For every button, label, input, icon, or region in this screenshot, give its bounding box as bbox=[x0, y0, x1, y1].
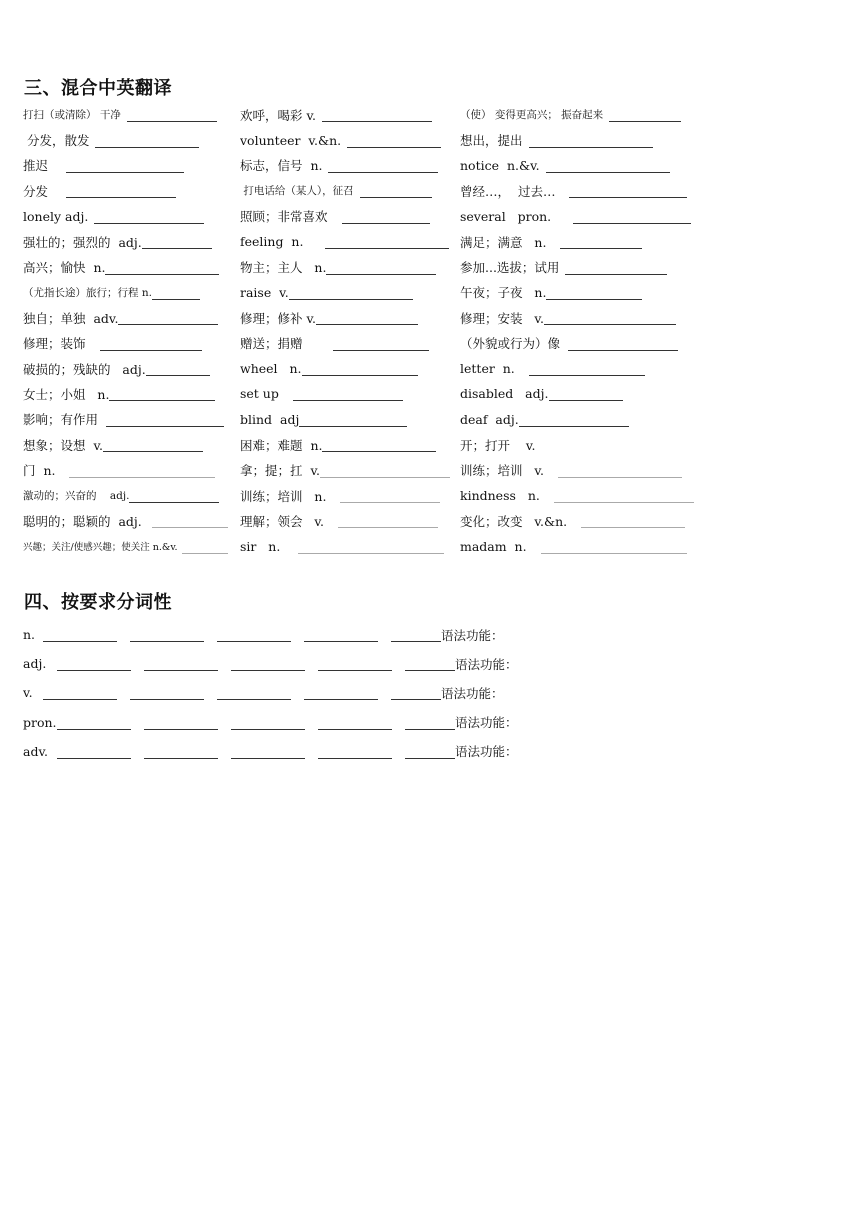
vocab-row bbox=[23, 280, 713, 305]
vocab-row bbox=[23, 483, 713, 508]
pos-row bbox=[23, 737, 543, 766]
vocab-row bbox=[23, 381, 713, 406]
vocab-prompt: feeling n. bbox=[240, 234, 304, 250]
vocab-prompt: set up bbox=[240, 386, 279, 402]
answer-blank[interactable] bbox=[546, 158, 670, 173]
vocab-item bbox=[240, 102, 460, 127]
vocab-prompt: 聪明的；聪颖的 adj. bbox=[23, 513, 142, 529]
vocab-prompt: volunteer v.&n. bbox=[240, 132, 342, 148]
word-blank[interactable] bbox=[57, 744, 131, 759]
pos-label: v. bbox=[23, 685, 33, 701]
vocab-item bbox=[23, 432, 240, 457]
pos-label: adj. bbox=[23, 656, 47, 672]
vocab-prompt: 照顾；非常喜欢 bbox=[240, 209, 328, 225]
part-of-speech-list bbox=[23, 620, 543, 766]
answer-blank[interactable] bbox=[325, 234, 449, 249]
vocab-item bbox=[460, 508, 710, 533]
answer-blank[interactable] bbox=[146, 361, 210, 376]
vocab-prompt: 训练；培训 v. bbox=[460, 463, 544, 479]
vocab-prompt: notice n.&v. bbox=[460, 157, 540, 173]
vocab-prompt: raise v. bbox=[240, 284, 289, 300]
vocab-item bbox=[23, 381, 240, 406]
vocab-row bbox=[23, 229, 713, 254]
vocab-row bbox=[23, 508, 713, 533]
vocab-prompt: blind adj bbox=[240, 411, 300, 427]
vocab-row bbox=[23, 407, 713, 432]
answer-blank[interactable] bbox=[182, 539, 228, 554]
answer-blank[interactable] bbox=[152, 513, 228, 528]
vocab-item bbox=[460, 305, 710, 330]
vocab-item bbox=[23, 508, 240, 533]
word-blank[interactable] bbox=[130, 685, 204, 700]
word-blank[interactable] bbox=[391, 627, 441, 642]
answer-blank[interactable] bbox=[152, 285, 200, 300]
answer-blank[interactable] bbox=[573, 209, 691, 224]
vocab-prompt: disabled adj. bbox=[460, 386, 549, 402]
vocab-row bbox=[23, 356, 713, 381]
vocab-item bbox=[460, 102, 710, 127]
answer-blank[interactable] bbox=[338, 513, 438, 528]
word-blank[interactable] bbox=[57, 656, 131, 671]
vocab-prompt: 分发 bbox=[23, 183, 49, 199]
vocab-item bbox=[240, 305, 460, 330]
vocab-item bbox=[23, 356, 240, 381]
answer-blank[interactable] bbox=[316, 310, 418, 325]
word-blank[interactable] bbox=[43, 627, 117, 642]
vocab-item bbox=[23, 305, 240, 330]
grammar-function-label: 语法功能： bbox=[455, 744, 518, 760]
vocab-prompt: 门 n. bbox=[23, 463, 56, 479]
vocab-prompt: 女士；小姐 n. bbox=[23, 386, 110, 402]
vocab-item bbox=[240, 280, 460, 305]
vocab-prompt: 修理；装饰 bbox=[23, 336, 86, 352]
vocab-item bbox=[23, 407, 240, 432]
word-blank[interactable] bbox=[217, 627, 291, 642]
vocab-item bbox=[240, 356, 460, 381]
vocab-item bbox=[240, 407, 460, 432]
vocab-prompt: 满足；满意 n. bbox=[460, 234, 547, 250]
answer-blank[interactable] bbox=[342, 209, 430, 224]
answer-blank[interactable] bbox=[109, 386, 215, 401]
vocab-item bbox=[240, 127, 460, 152]
vocab-item bbox=[23, 280, 240, 305]
vocab-row bbox=[23, 432, 713, 457]
word-blank[interactable] bbox=[391, 685, 441, 700]
answer-blank[interactable] bbox=[289, 285, 413, 300]
vocab-prompt: 赠送；捐赠 bbox=[240, 336, 303, 352]
vocab-item bbox=[240, 381, 460, 406]
answer-blank[interactable] bbox=[328, 158, 438, 173]
vocab-row bbox=[23, 178, 713, 203]
vocab-item bbox=[23, 127, 240, 152]
word-blank[interactable] bbox=[405, 656, 455, 671]
vocab-item bbox=[460, 229, 710, 254]
answer-blank[interactable] bbox=[322, 437, 436, 452]
word-blank[interactable] bbox=[130, 627, 204, 642]
vocab-prompt: （外貌或行为）像 bbox=[460, 336, 561, 352]
vocab-prompt: 想出，提出 bbox=[460, 133, 523, 149]
answer-blank[interactable] bbox=[565, 260, 667, 275]
word-blank[interactable] bbox=[405, 744, 455, 759]
word-blank[interactable] bbox=[43, 685, 117, 700]
grammar-function-label: 语法功能： bbox=[441, 685, 504, 701]
answer-blank[interactable] bbox=[103, 437, 203, 452]
vocab-item bbox=[460, 483, 710, 508]
vocab-item bbox=[23, 153, 240, 178]
vocab-item bbox=[240, 534, 460, 559]
answer-blank[interactable] bbox=[560, 234, 642, 249]
answer-blank[interactable] bbox=[66, 183, 176, 198]
answer-blank[interactable] bbox=[340, 488, 440, 503]
vocab-prompt: wheel n. bbox=[240, 361, 302, 377]
word-blank[interactable] bbox=[405, 715, 455, 730]
vocab-prompt: 修理；安装 v. bbox=[460, 310, 544, 326]
vocab-row bbox=[23, 457, 713, 482]
answer-blank[interactable] bbox=[293, 386, 403, 401]
answer-blank[interactable] bbox=[549, 386, 623, 401]
vocab-item bbox=[460, 534, 710, 559]
answer-blank[interactable] bbox=[546, 285, 642, 300]
answer-blank[interactable] bbox=[302, 361, 418, 376]
word-blank[interactable] bbox=[57, 715, 131, 730]
answer-blank[interactable] bbox=[94, 209, 204, 224]
answer-blank[interactable] bbox=[360, 183, 432, 198]
section3-title: 三、混合中英翻译 bbox=[24, 78, 172, 99]
vocab-prompt: 训练；培训 n. bbox=[240, 488, 327, 504]
answer-blank[interactable] bbox=[69, 463, 215, 478]
vocab-item bbox=[460, 432, 710, 457]
answer-blank[interactable] bbox=[519, 412, 629, 427]
vocab-prompt: 欢呼，喝彩 v. bbox=[240, 107, 317, 123]
pos-row bbox=[23, 678, 543, 707]
vocab-item bbox=[460, 457, 710, 482]
vocab-item bbox=[460, 280, 710, 305]
vocab-prompt: 强壮的；强烈的 adj. bbox=[23, 234, 142, 250]
vocab-prompt: lonely adj. bbox=[23, 208, 89, 224]
vocab-item bbox=[240, 153, 460, 178]
vocab-prompt: 参加...选拔；试用 bbox=[460, 260, 560, 276]
pos-row bbox=[23, 620, 543, 649]
pos-label: adv. bbox=[23, 743, 49, 759]
vocab-prompt: 打扫（或清除） 干净 bbox=[23, 109, 121, 122]
answer-blank[interactable] bbox=[100, 336, 202, 351]
vocab-prompt: 困难；难题 n. bbox=[240, 437, 323, 453]
vocab-item bbox=[240, 178, 460, 203]
vocab-prompt: 想象；设想 v. bbox=[23, 437, 103, 453]
word-blank[interactable] bbox=[318, 656, 392, 671]
answer-blank[interactable] bbox=[118, 310, 218, 325]
answer-blank[interactable] bbox=[322, 107, 432, 122]
answer-blank[interactable] bbox=[558, 463, 682, 478]
vocab-item bbox=[460, 178, 710, 203]
vocab-item bbox=[23, 457, 240, 482]
vocab-prompt: 修理；修补 v. bbox=[240, 310, 317, 326]
vocab-prompt: 高兴；愉快 n. bbox=[23, 260, 106, 276]
word-blank[interactable] bbox=[318, 744, 392, 759]
pos-label: n. bbox=[23, 627, 36, 643]
vocab-prompt: （使） 变得更高兴； 振奋起来 bbox=[460, 109, 604, 122]
word-blank[interactable] bbox=[231, 715, 305, 730]
vocab-item bbox=[240, 508, 460, 533]
answer-blank[interactable] bbox=[320, 463, 450, 478]
answer-blank[interactable] bbox=[568, 336, 678, 351]
word-blank[interactable] bbox=[231, 744, 305, 759]
vocab-item bbox=[240, 331, 460, 356]
vocab-item bbox=[460, 356, 710, 381]
answer-blank[interactable] bbox=[326, 260, 436, 275]
vocab-item bbox=[23, 102, 240, 127]
answer-blank[interactable] bbox=[347, 133, 441, 148]
vocab-item bbox=[240, 432, 460, 457]
answer-blank[interactable] bbox=[106, 412, 224, 427]
answer-blank[interactable] bbox=[529, 133, 653, 148]
vocab-prompt: 午夜；子夜 n. bbox=[460, 285, 547, 301]
word-blank[interactable] bbox=[144, 656, 218, 671]
vocab-item bbox=[23, 254, 240, 279]
section4-title: 四、按要求分词性 bbox=[24, 592, 172, 613]
vocab-row bbox=[23, 127, 713, 152]
vocab-item bbox=[23, 178, 240, 203]
answer-blank[interactable] bbox=[105, 260, 219, 275]
word-blank[interactable] bbox=[217, 685, 291, 700]
vocab-item bbox=[240, 457, 460, 482]
vocab-prompt: 推迟 bbox=[23, 158, 49, 174]
vocab-prompt: 物主；主人 n. bbox=[240, 260, 327, 276]
word-blank[interactable] bbox=[304, 627, 378, 642]
word-blank[interactable] bbox=[231, 656, 305, 671]
word-blank[interactable] bbox=[304, 685, 378, 700]
vocab-translation-grid bbox=[23, 102, 713, 559]
vocab-item bbox=[23, 483, 240, 508]
vocab-item bbox=[23, 229, 240, 254]
vocab-item bbox=[460, 127, 710, 152]
vocab-item bbox=[460, 331, 710, 356]
answer-blank[interactable] bbox=[298, 539, 444, 554]
answer-blank[interactable] bbox=[299, 412, 407, 427]
grammar-function-label: 语法功能： bbox=[455, 656, 518, 672]
vocab-prompt: （尤指长途）旅行；行程 n. bbox=[23, 286, 152, 299]
word-blank[interactable] bbox=[144, 715, 218, 730]
pos-label: pron. bbox=[23, 714, 57, 730]
vocab-item bbox=[23, 331, 240, 356]
vocab-prompt: letter n. bbox=[460, 361, 515, 377]
vocab-prompt: 开；打开 v. bbox=[460, 437, 536, 453]
pos-row bbox=[23, 649, 543, 678]
answer-blank[interactable] bbox=[127, 107, 217, 122]
vocab-item bbox=[23, 534, 240, 559]
vocab-row bbox=[23, 305, 713, 330]
vocab-item bbox=[240, 204, 460, 229]
answer-blank[interactable] bbox=[581, 513, 685, 528]
answer-blank[interactable] bbox=[95, 133, 199, 148]
vocab-row bbox=[23, 534, 713, 559]
vocab-prompt: sir n. bbox=[240, 538, 281, 554]
vocab-prompt: 影响；有作用 bbox=[23, 412, 99, 428]
vocab-prompt: 分发，散发 bbox=[23, 133, 90, 149]
vocab-prompt: kindness n. bbox=[460, 488, 540, 504]
vocab-item bbox=[460, 153, 710, 178]
answer-blank[interactable] bbox=[529, 361, 645, 376]
answer-blank[interactable] bbox=[544, 310, 676, 325]
answer-blank[interactable] bbox=[541, 539, 687, 554]
answer-blank[interactable] bbox=[333, 336, 429, 351]
word-blank[interactable] bbox=[318, 715, 392, 730]
vocab-prompt: madam n. bbox=[460, 538, 527, 554]
vocab-item bbox=[460, 407, 710, 432]
vocab-row bbox=[23, 102, 713, 127]
vocab-prompt: deaf adj. bbox=[460, 411, 519, 427]
vocab-item bbox=[240, 229, 460, 254]
vocab-prompt: several pron. bbox=[460, 208, 552, 224]
vocab-row bbox=[23, 204, 713, 229]
grammar-function-label: 语法功能： bbox=[455, 715, 518, 731]
vocab-row bbox=[23, 153, 713, 178]
vocab-prompt: 变化；改变 v.&n. bbox=[460, 513, 568, 529]
vocab-item bbox=[23, 204, 240, 229]
vocab-prompt: 拿；提；扛 v. bbox=[240, 463, 320, 479]
vocab-prompt: 打电话给（某人），征召 bbox=[240, 185, 354, 198]
grammar-function-label: 语法功能： bbox=[441, 627, 504, 643]
answer-blank[interactable] bbox=[66, 158, 184, 173]
answer-blank[interactable] bbox=[569, 183, 687, 198]
vocab-item bbox=[240, 483, 460, 508]
answer-blank[interactable] bbox=[554, 488, 694, 503]
pos-row bbox=[23, 708, 543, 737]
answer-blank[interactable] bbox=[142, 234, 212, 249]
vocab-row bbox=[23, 254, 713, 279]
vocab-prompt: 兴趣；关注/使感兴趣；使关注 n.&v. bbox=[23, 542, 178, 554]
answer-blank[interactable] bbox=[609, 107, 681, 122]
vocab-prompt: 理解；领会 v. bbox=[240, 513, 324, 529]
word-blank[interactable] bbox=[144, 744, 218, 759]
answer-blank[interactable] bbox=[129, 488, 219, 503]
vocab-item bbox=[460, 204, 710, 229]
vocab-item bbox=[460, 254, 710, 279]
vocab-prompt: 曾经…， 过去… bbox=[460, 183, 556, 199]
vocab-prompt: 激动的；兴奋的 adj. bbox=[23, 490, 130, 503]
vocab-row bbox=[23, 331, 713, 356]
vocab-prompt: 破损的；残缺的 adj. bbox=[23, 361, 146, 377]
vocab-prompt: 独自；单独 adv. bbox=[23, 310, 119, 326]
vocab-item bbox=[460, 381, 710, 406]
vocab-item bbox=[240, 254, 460, 279]
vocab-prompt: 标志，信号 n. bbox=[240, 158, 323, 174]
